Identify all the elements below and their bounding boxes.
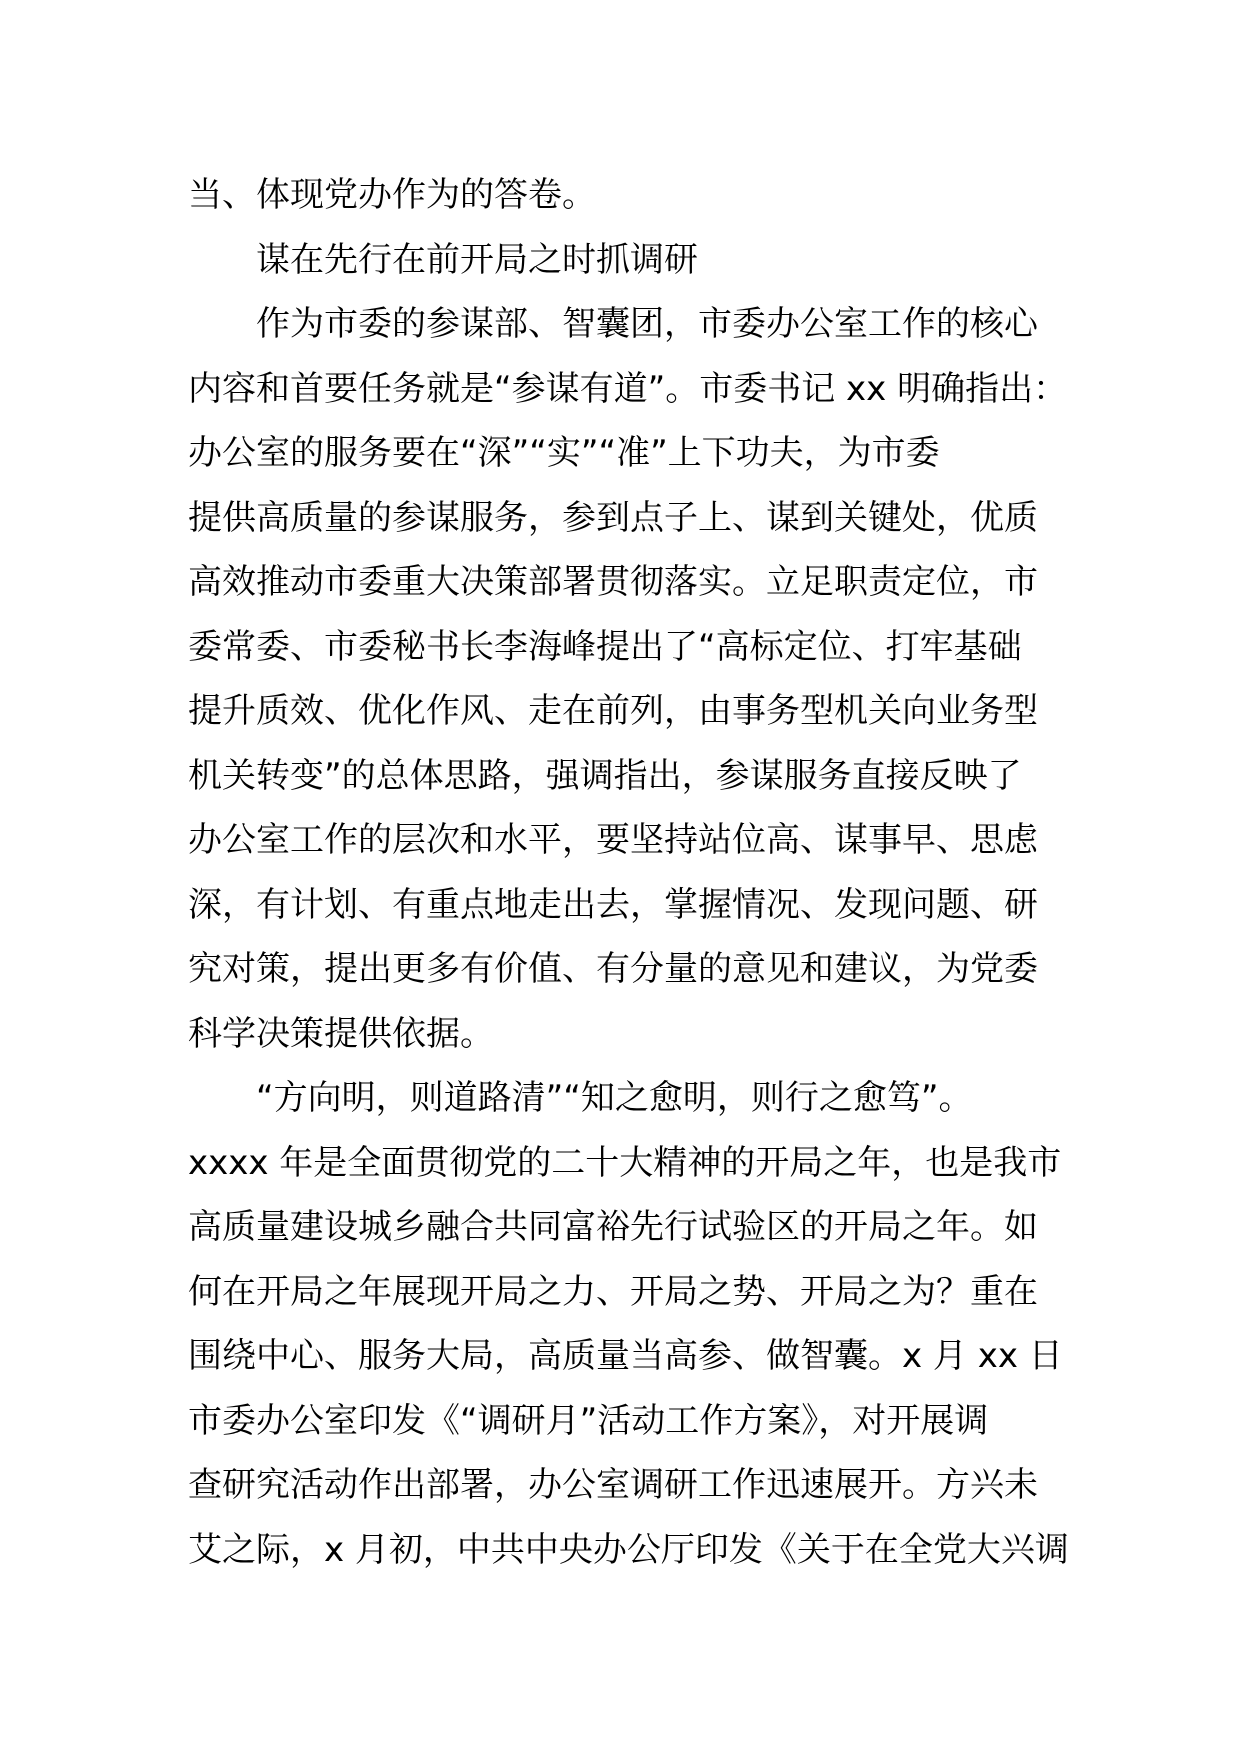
text-line-22: 艾之际，x 月初，中共中央办公厅印发《关于在全党大兴调: [188, 1529, 1069, 1570]
text-line-7: 高效推动市委重大决策部署贯彻落实。立足职责定位，市: [188, 562, 1038, 602]
text-line-6: 提供高质量的参谋服务，参到点子上、谋到关键处，优质: [188, 497, 1038, 538]
text-line-18: 何在开局之年展现开局之力、开局之势、开局之为？重在: [188, 1271, 1038, 1312]
text-line-9: 提升质效、优化作风、走在前列，由事务型机关向业务型: [188, 691, 1038, 731]
text-line-11: 办公室工作的层次和水平，要坚持站位高、谋事早、思虑: [188, 820, 1038, 860]
text-line-8: 委常委、市委秘书长李海峰提出了“高标定位、打牢基础: [188, 626, 1022, 667]
section-heading: 谋在先行在前开局之时抓调研: [256, 239, 698, 280]
body-text: [188, 163, 1078, 1582]
text-line-5: 办公室的服务要在“深”“实”“准”上下功夫，为市委: [188, 433, 940, 473]
text-line-16: xxxx 年是全面贯彻党的二十大精神的开局之年，也是我市: [188, 1142, 1062, 1183]
text-line-12: 深，有计划、有重点地走出去，掌握情况、发现问题、研: [188, 884, 1038, 925]
text-line-21: 查研究活动作出部署，办公室调研工作迅速展开。方兴未: [188, 1465, 1038, 1505]
text-line-14: 科学决策提供依据。: [188, 1013, 494, 1054]
text-line-19: 围绕中心、服务大局，高质量当高参、做智囊。x 月 xx 日: [188, 1336, 1063, 1376]
text-line-15: “方向明，则道路清”“知之愈明，则行之愈笃”。: [256, 1078, 973, 1118]
text-line-10: 机关转变”的总体思路，强调指出，参谋服务直接反映了: [188, 755, 1022, 796]
text-line-17: 高质量建设城乡融合共同富裕先行试验区的开局之年。如: [188, 1207, 1038, 1247]
text-line-3: 作为市委的参谋部、智囊团，市委办公室工作的核心: [256, 304, 1038, 344]
text-line-13: 究对策，提出更多有价值、有分量的意见和建议，为党委: [188, 949, 1038, 989]
text-line-20: 市委办公室印发《“调研月”活动工作方案》，对开展调: [188, 1400, 989, 1441]
text-line-1: 当、体现党办作为的答卷。: [188, 175, 596, 215]
text-line-4: 内容和首要任务就是“参谋有道”。市委书记 xx 明确指出：: [188, 368, 1068, 409]
